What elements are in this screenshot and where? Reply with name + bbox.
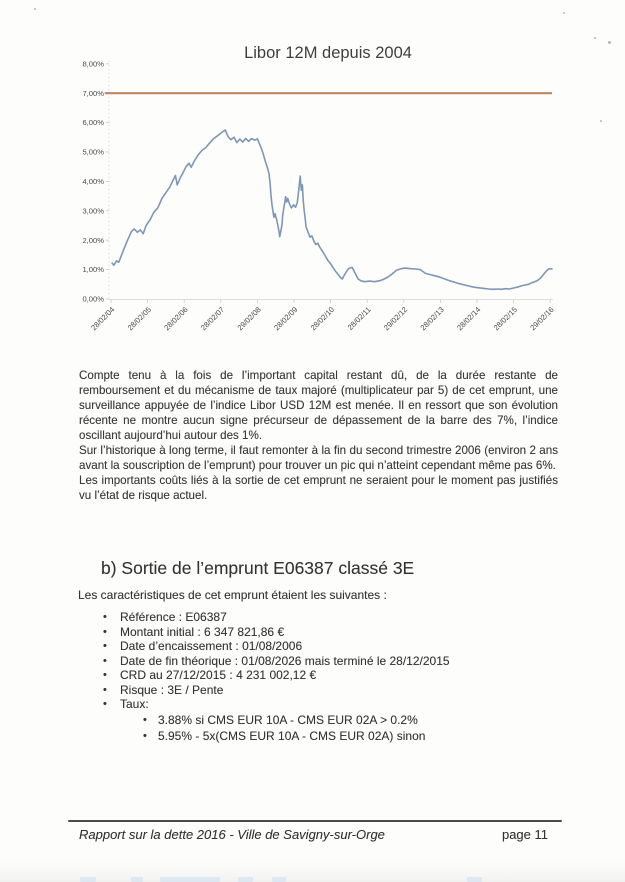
bullet-marker-icon: • bbox=[143, 713, 147, 726]
bullet-marker-icon: • bbox=[143, 729, 147, 742]
list-intro: Les caractéristiques de cet emprunt étaient les suivantes : bbox=[78, 588, 387, 602]
x-axis-label: 29/02/16 bbox=[528, 305, 556, 333]
sub-list-item bbox=[78, 712, 558, 728]
x-axis-label: 28/02/06 bbox=[162, 305, 190, 333]
bullet-marker-icon: • bbox=[103, 654, 107, 667]
list-item-text: Date de fin théorique : 01/08/2026 mais terminé le 28/12/2015 bbox=[120, 653, 450, 668]
scan-edge-fragment bbox=[160, 877, 220, 882]
footer-page-number: page 11 bbox=[501, 827, 548, 842]
list-item-text: Montant initial : 6 347 821,86 € bbox=[120, 624, 285, 639]
list-item bbox=[78, 610, 558, 625]
scan-edge-fragment bbox=[467, 877, 482, 882]
bullet-marker-icon: • bbox=[103, 683, 107, 696]
x-axis-label: 29/02/08 bbox=[235, 305, 263, 333]
scan-speck bbox=[608, 41, 611, 44]
list-item bbox=[78, 639, 558, 654]
bullet-marker-icon: • bbox=[103, 640, 107, 652]
bullet-marker-icon: • bbox=[103, 625, 107, 638]
list-item bbox=[78, 683, 558, 698]
list-item-text: Référence : E06387 bbox=[120, 610, 227, 624]
bullet-marker-icon: • bbox=[103, 611, 107, 623]
list-item bbox=[78, 668, 558, 683]
sub-list-item bbox=[78, 728, 558, 744]
list-item bbox=[78, 625, 558, 640]
x-axis-label: 29/02/12 bbox=[381, 305, 410, 333]
libor-chart bbox=[0, 0, 625, 352]
footer-rule bbox=[68, 820, 562, 822]
x-axis-label: 28/02/14 bbox=[455, 305, 483, 333]
y-axis-label: 2,00% bbox=[82, 235, 104, 245]
sub-list-item-text: 3.88% si CMS EUR 10A - CMS EUR 02A > 0.2% bbox=[158, 712, 418, 727]
body-paragraph: Compte tenu à la fois de l’important capital restant dû, de la durée restante de remboursement et du mécanisme de taux majoré (multiplicateur par 5) de cet emprunt, une surveillance appuyée de l’indice Libor USD 12M est menée. Il en ressort que son évolution récente ne montre aucun signe précurseur de dépassement de la barre des 7%, l’indice oscillant aujourd’hui autour des 1%. bbox=[79, 369, 558, 442]
y-axis-label: 1,00% bbox=[82, 265, 104, 275]
scan-speck bbox=[600, 120, 602, 122]
sub-list-item-text: 5.95% - 5x(CMS EUR 10A - CMS EUR 02A) sinon bbox=[158, 728, 426, 743]
list-item-text: Date d’encaissement : 01/08/2006 bbox=[120, 639, 303, 653]
y-axis-label: 5,00% bbox=[82, 147, 104, 157]
x-axis-label: 28/02/05 bbox=[125, 305, 154, 333]
scan-speck bbox=[34, 8, 36, 10]
characteristics-list bbox=[78, 610, 558, 744]
section-heading: b) Sortie de l’emprunt E06387 classé 3E bbox=[101, 558, 415, 578]
scan-edge-fragment bbox=[131, 877, 143, 882]
scan-speck bbox=[563, 12, 565, 14]
y-axis-label: 6,00% bbox=[82, 118, 104, 128]
scan-speck bbox=[594, 37, 596, 39]
libor-series-line bbox=[112, 130, 552, 289]
body-paragraphs bbox=[79, 368, 558, 503]
y-axis-label: 0,00% bbox=[82, 294, 104, 304]
list-item-text: Risque : 3E / Pente bbox=[120, 682, 224, 697]
x-axis-label: 28/02/07 bbox=[198, 305, 227, 333]
x-axis-label: 28/02/09 bbox=[272, 305, 300, 333]
x-axis-label: 28/02/13 bbox=[418, 305, 446, 333]
list-item-text: Taux: bbox=[120, 697, 149, 711]
scan-edge-fragment bbox=[80, 877, 96, 882]
y-axis-label: 8,00% bbox=[82, 59, 104, 69]
body-paragraph: Les importants coûts liés à la sortie de cet emprunt ne seraient pour le moment pas justifiés vu l’état de risque actuel. bbox=[79, 474, 558, 502]
scan-edge-fragment bbox=[272, 877, 286, 882]
list-item bbox=[78, 697, 558, 712]
scan-edge-fragment bbox=[238, 877, 253, 882]
x-axis-label: 28/02/10 bbox=[308, 305, 337, 333]
y-axis-label: 3,00% bbox=[82, 206, 104, 216]
bullet-marker-icon: • bbox=[103, 669, 107, 681]
list-item bbox=[78, 654, 558, 669]
x-axis-label: 28/02/04 bbox=[89, 305, 117, 333]
bullet-marker-icon: • bbox=[103, 698, 107, 710]
body-paragraph: Sur l’historique à long terme, il faut remonter à la fin du second trimestre 2006 (environ 2 ans avant la souscription de l’emprunt) pour trouver un pic qui n’atteint cependant même pas 6%. bbox=[79, 444, 558, 472]
chart-title: Libor 12M depuis 2004 bbox=[244, 44, 412, 62]
list-item-text: CRD au 27/12/2015 : 4 231 002,12 € bbox=[120, 668, 317, 682]
x-axis-label: 28/02/11 bbox=[345, 305, 373, 332]
y-axis-label: 7,00% bbox=[82, 88, 104, 98]
x-axis-label: 28/02/15 bbox=[491, 305, 520, 333]
footer-report-title: Rapport sur la dette 2016 - Ville de Savigny-sur-Orge bbox=[79, 827, 385, 842]
y-axis-label: 4,00% bbox=[82, 177, 104, 186]
